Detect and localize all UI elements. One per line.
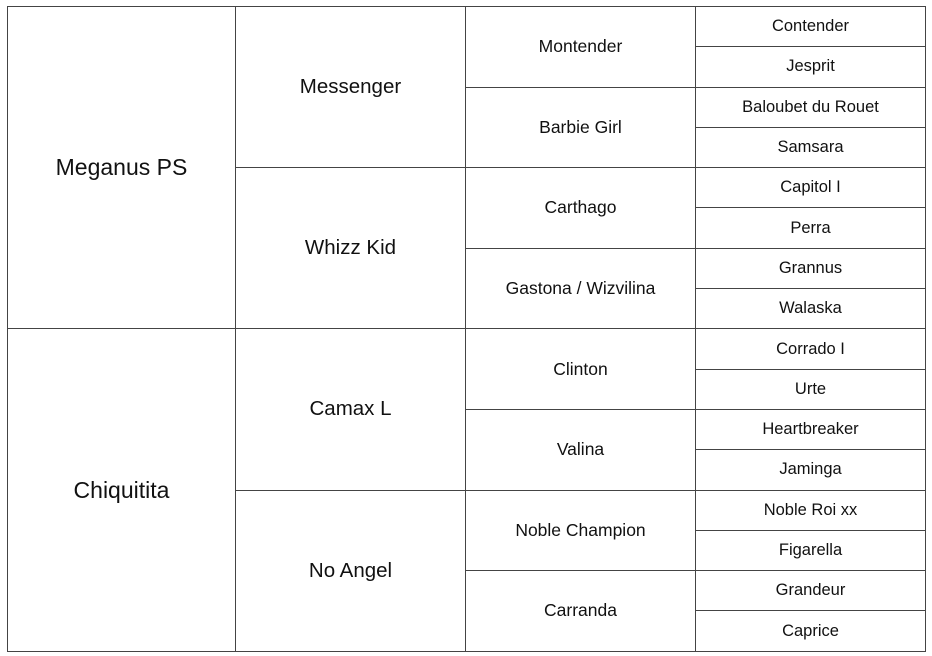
sire-sire-cell: Messenger — [236, 7, 466, 168]
gen4-cell: Heartbreaker — [696, 409, 926, 449]
sire-cell: Meganus PS — [8, 7, 236, 329]
dam-cell: Chiquitita — [8, 329, 236, 651]
gen4-cell: Perra — [696, 208, 926, 248]
gen4-cell: Urte — [696, 369, 926, 409]
gen3-cell: Carranda — [466, 571, 696, 652]
gen3-cell: Carthago — [466, 168, 696, 249]
dam-dam-cell: No Angel — [236, 490, 466, 651]
gen4-cell: Caprice — [696, 611, 926, 651]
sire-dam-cell: Whizz Kid — [236, 168, 466, 329]
gen4-cell: Figarella — [696, 530, 926, 570]
gen3-cell: Montender — [466, 7, 696, 88]
gen4-cell: Jesprit — [696, 47, 926, 87]
gen4-cell: Grandeur — [696, 571, 926, 611]
gen3-cell: Clinton — [466, 329, 696, 410]
gen4-cell: Contender — [696, 7, 926, 47]
gen4-cell: Baloubet du Rouet — [696, 87, 926, 127]
gen3-cell: Valina — [466, 409, 696, 490]
dam-sire-cell: Camax L — [236, 329, 466, 490]
gen3-cell: Noble Champion — [466, 490, 696, 571]
gen4-cell: Jaminga — [696, 450, 926, 490]
gen4-cell: Grannus — [696, 248, 926, 288]
gen4-cell: Samsara — [696, 127, 926, 167]
gen4-cell: Walaska — [696, 289, 926, 329]
pedigree-chart — [7, 6, 926, 652]
gen4-cell: Corrado I — [696, 329, 926, 369]
gen3-cell: Barbie Girl — [466, 87, 696, 168]
gen4-cell: Noble Roi xx — [696, 490, 926, 530]
gen3-cell: Gastona / Wizvilina — [466, 248, 696, 329]
gen4-cell: Capitol I — [696, 168, 926, 208]
